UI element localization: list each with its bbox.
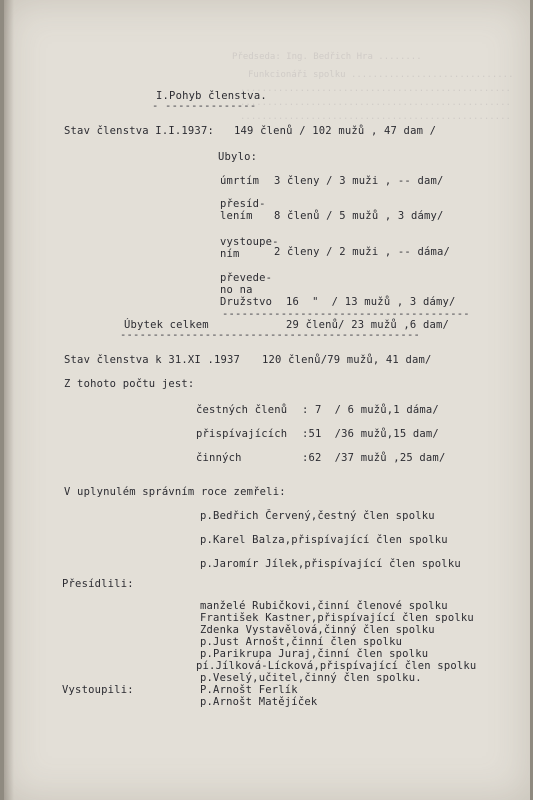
ubylo-label: Ubylo: (218, 151, 258, 163)
cestnych-label: čestných členů (196, 404, 288, 416)
prevedeno-label-3: Družstvo (220, 296, 273, 308)
vystoupeni-label-2: ním (220, 248, 240, 260)
prispivajicich-value: :51 /36 mužů,15 dam/ (302, 428, 439, 440)
ubytek-value: 29 členů/ 23 mužů ,6 dam/ (286, 319, 450, 331)
ztoho-label: Z tohoto počtu jest: (64, 378, 195, 390)
heading-underline: - -------------- (152, 100, 257, 112)
presidlili-item: p.Just Arnošt,činní člen spolku (200, 636, 403, 648)
presidlili-item: p.Veselý,učitel,činný člen spolku. (200, 672, 422, 684)
presidlili-item: Zdenka Vystavělová,činný člen spolku (200, 624, 435, 636)
document-page (4, 0, 530, 800)
vystoupili-label: Vystoupili: (62, 684, 134, 696)
vystoupeni-value: 2 členy / 2 muži , -- dáma/ (274, 246, 451, 258)
bleed-line-5: .................................................. (240, 112, 511, 122)
prevedeno-label-1: převede- (220, 272, 273, 284)
bleed-line-4: .................................................. (240, 98, 511, 108)
presidleni-label-2: lením (220, 210, 253, 222)
presidlili-label: Přesídlili: (62, 578, 134, 590)
total-rule-2: ---------------------------------------------- (120, 329, 420, 341)
zemreli-item: p.Karel Balza,přispívající člen spolku (200, 534, 448, 546)
ubytek-label: Úbytek celkem (124, 319, 209, 331)
presidleni-label-1: přesíd- (220, 198, 266, 210)
presidlili-item: p.Parikrupa Juraj,činní člen spolku (200, 648, 429, 660)
bleed-line-1: Předseda: Ing. Bedřich Hra ........ (232, 52, 422, 62)
prispivajicich-label: přispívajících (196, 428, 288, 440)
stav-end-value: 120 členů/79 mužů, 41 dam/ (262, 354, 432, 366)
umrtim-value: 3 členy / 3 muži , -- dam/ (274, 175, 444, 187)
cinnych-value: :62 /37 mužů ,25 dam/ (302, 452, 446, 464)
section-heading: I.Pohyb členstva. (156, 90, 267, 102)
stav-start-value: 149 členů / 102 mužů , 47 dam / (234, 125, 437, 137)
stav-start-label: Stav členstva I.I.1937: (64, 125, 214, 137)
stav-end-label: Stav členstva k 31.XI .1937 (64, 354, 241, 366)
vystoupili-item: p.Arnošt Matějíček (200, 696, 318, 708)
vystoupili-item: P.Arnošt Ferlík (200, 684, 298, 696)
zemreli-label: V uplynulém správním roce zemřeli: (64, 486, 286, 498)
cinnych-label: činných (196, 452, 242, 464)
prevedeno-label-2: no na (220, 284, 253, 296)
umrtim-label: úmrtím (220, 175, 260, 187)
presidlili-item: pí.Jílková-Lícková,přispívající člen spolku (196, 660, 477, 672)
presidlili-item: František Kastner,přispívající člen spolku (200, 612, 474, 624)
bleed-line-3: .................................................. (240, 84, 511, 94)
bleed-line-2: Funkcionáři spolku .............................. (248, 70, 514, 80)
prevedeno-value: 16 " / 13 mužů , 3 dámy/ (286, 296, 456, 308)
zemreli-item: p.Jaromír Jílek,přispívající člen spolku (200, 558, 461, 570)
total-rule-1: -------------------------------------- (222, 308, 470, 320)
zemreli-item: p.Bedřich Červený,čestný člen spolku (200, 510, 435, 522)
cestnych-value: : 7 / 6 mužů,1 dáma/ (302, 404, 439, 416)
presidlili-item: manželé Rubičkovi,činní členové spolku (200, 600, 448, 612)
presidleni-value: 8 členů / 5 mužů , 3 dámy/ (274, 210, 444, 222)
vystoupeni-label-1: vystoupe- (220, 236, 279, 248)
